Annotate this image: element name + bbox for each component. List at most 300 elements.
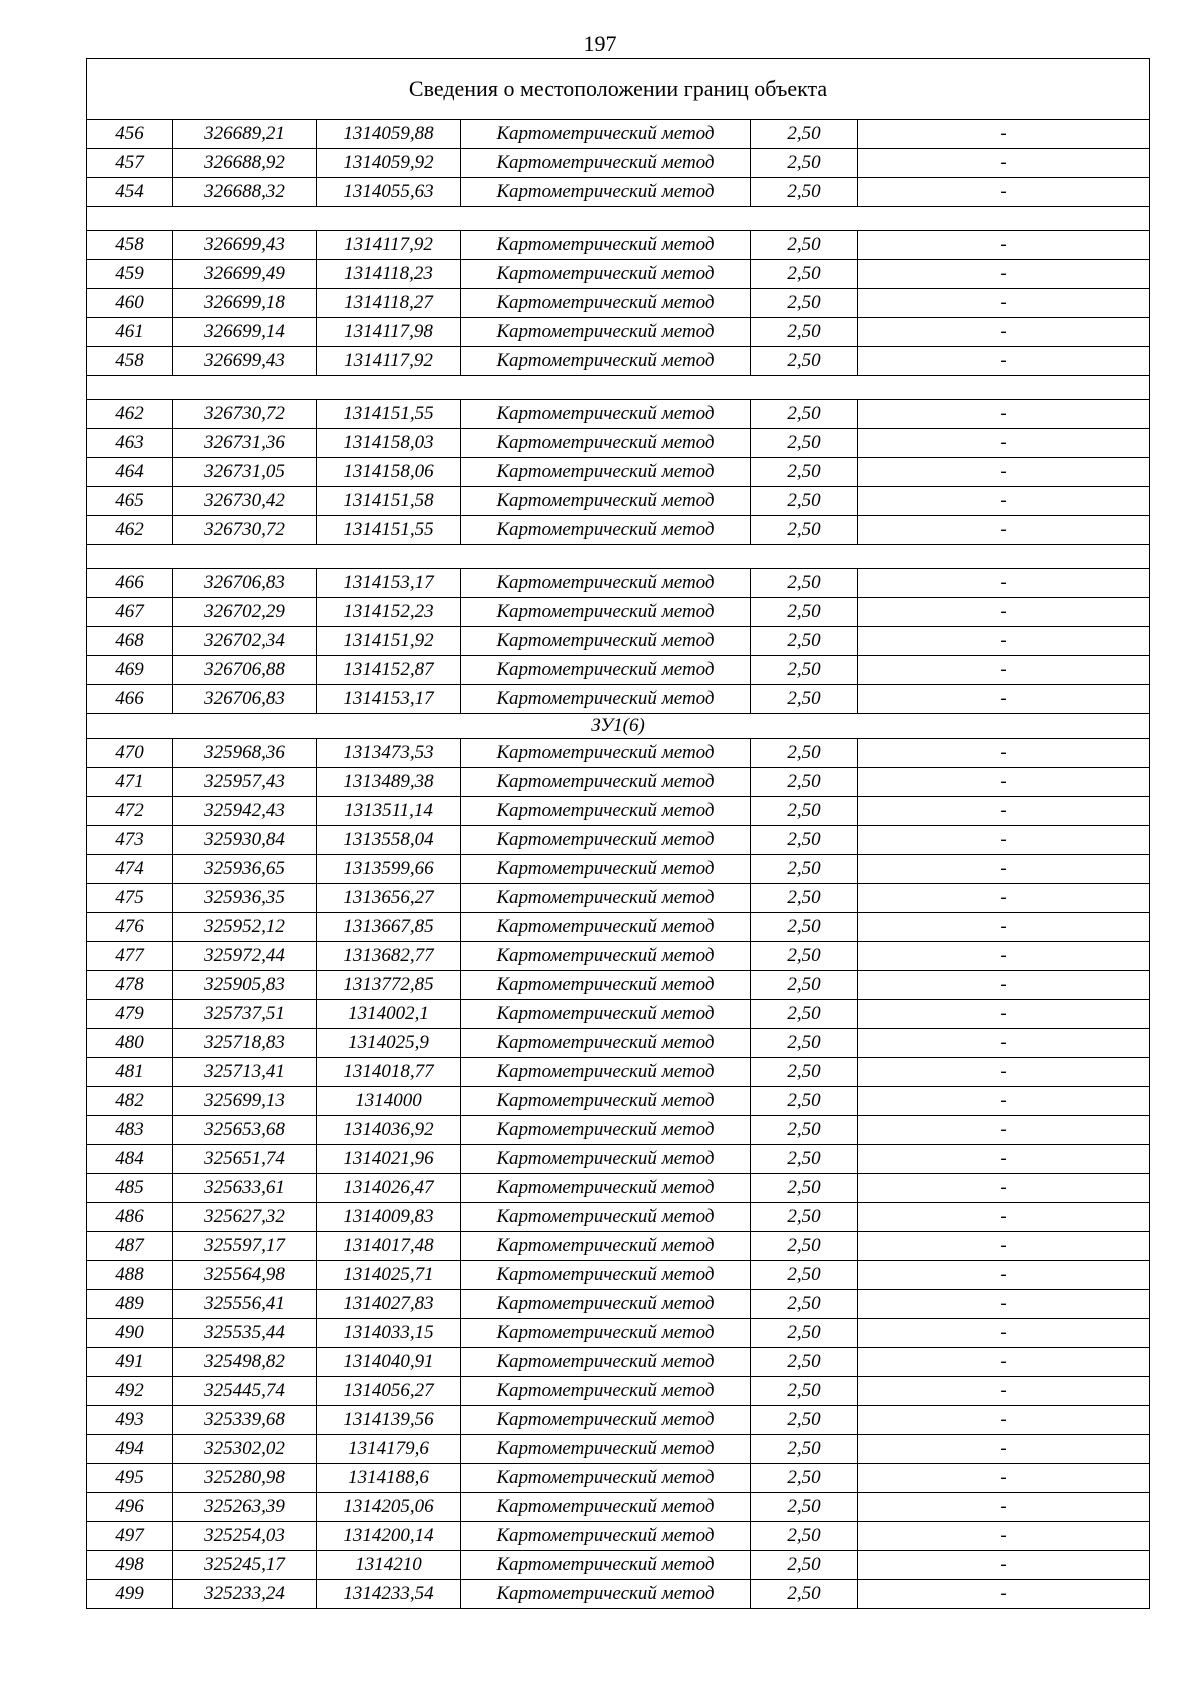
table-row xyxy=(87,149,1150,178)
cell-accuracy: 2,50 xyxy=(751,913,858,942)
cell-coordinate-x: 326706,83 xyxy=(173,569,317,598)
cell-coordinate-x: 325968,36 xyxy=(173,739,317,768)
cell-coordinate-y: 1314153,17 xyxy=(317,569,461,598)
cell-coordinate-x: 326699,43 xyxy=(173,347,317,376)
cell-coordinate-y: 1313772,85 xyxy=(317,971,461,1000)
cell-description: - xyxy=(858,1522,1150,1551)
separator-cell xyxy=(87,207,1150,231)
page-number: 197 xyxy=(583,31,617,56)
cell-point-number: 486 xyxy=(87,1203,173,1232)
cell-accuracy: 2,50 xyxy=(751,797,858,826)
cell-method: Картометрический метод xyxy=(461,1290,751,1319)
cell-description: - xyxy=(858,1406,1150,1435)
cell-accuracy: 2,50 xyxy=(751,1290,858,1319)
boundary-coordinates-table xyxy=(86,58,1150,1609)
table-row xyxy=(87,627,1150,656)
cell-coordinate-y: 1313473,53 xyxy=(317,739,461,768)
cell-description: - xyxy=(858,1435,1150,1464)
table-row xyxy=(87,1348,1150,1377)
table-row xyxy=(87,1116,1150,1145)
cell-method: Картометрический метод xyxy=(461,1319,751,1348)
cell-description: - xyxy=(858,1290,1150,1319)
cell-point-number: 470 xyxy=(87,739,173,768)
cell-coordinate-x: 325930,84 xyxy=(173,826,317,855)
cell-accuracy: 2,50 xyxy=(751,318,858,347)
cell-point-number: 460 xyxy=(87,289,173,318)
cell-method: Картометрический метод xyxy=(461,971,751,1000)
cell-description: - xyxy=(858,971,1150,1000)
table-row xyxy=(87,797,1150,826)
cell-coordinate-x: 325245,17 xyxy=(173,1551,317,1580)
cell-coordinate-x: 325957,43 xyxy=(173,768,317,797)
table-row xyxy=(87,347,1150,376)
cell-accuracy: 2,50 xyxy=(751,1377,858,1406)
cell-coordinate-y: 1314139,56 xyxy=(317,1406,461,1435)
cell-method: Картометрический метод xyxy=(461,1406,751,1435)
cell-description: - xyxy=(858,318,1150,347)
cell-description: - xyxy=(858,768,1150,797)
cell-accuracy: 2,50 xyxy=(751,1000,858,1029)
cell-method: Картометрический метод xyxy=(461,685,751,714)
table-row xyxy=(87,1377,1150,1406)
cell-coordinate-y: 1313489,38 xyxy=(317,768,461,797)
cell-point-number: 465 xyxy=(87,487,173,516)
cell-method: Картометрический метод xyxy=(461,768,751,797)
cell-coordinate-x: 325699,13 xyxy=(173,1087,317,1116)
cell-description: - xyxy=(858,487,1150,516)
cell-description: - xyxy=(858,120,1150,149)
cell-coordinate-x: 325535,44 xyxy=(173,1319,317,1348)
cell-coordinate-y: 1314002,1 xyxy=(317,1000,461,1029)
cell-point-number: 462 xyxy=(87,400,173,429)
cell-coordinate-y: 1314033,15 xyxy=(317,1319,461,1348)
cell-description: - xyxy=(858,400,1150,429)
table-row xyxy=(87,1464,1150,1493)
cell-coordinate-y: 1314117,92 xyxy=(317,347,461,376)
cell-method: Картометрический метод xyxy=(461,516,751,545)
cell-coordinate-x: 326730,42 xyxy=(173,487,317,516)
cell-point-number: 491 xyxy=(87,1348,173,1377)
cell-method: Картометрический метод xyxy=(461,598,751,627)
cell-coordinate-y: 1314188,6 xyxy=(317,1464,461,1493)
cell-point-number: 485 xyxy=(87,1174,173,1203)
separator-cell xyxy=(87,376,1150,400)
cell-coordinate-x: 325952,12 xyxy=(173,913,317,942)
table-row xyxy=(87,1580,1150,1609)
cell-coordinate-x: 326688,92 xyxy=(173,149,317,178)
table-title: Сведения о местоположении границ объекта xyxy=(87,59,1150,120)
cell-accuracy: 2,50 xyxy=(751,516,858,545)
cell-point-number: 457 xyxy=(87,149,173,178)
table-row xyxy=(87,971,1150,1000)
cell-method: Картометрический метод xyxy=(461,260,751,289)
table-row xyxy=(87,1232,1150,1261)
cell-coordinate-y: 1314026,47 xyxy=(317,1174,461,1203)
cell-coordinate-y: 1314021,96 xyxy=(317,1145,461,1174)
cell-method: Картометрический метод xyxy=(461,1058,751,1087)
cell-method: Картометрический метод xyxy=(461,1522,751,1551)
cell-accuracy: 2,50 xyxy=(751,1319,858,1348)
table-row xyxy=(87,685,1150,714)
cell-accuracy: 2,50 xyxy=(751,569,858,598)
cell-method: Картометрический метод xyxy=(461,1029,751,1058)
table-row xyxy=(87,942,1150,971)
cell-point-number: 492 xyxy=(87,1377,173,1406)
cell-coordinate-x: 325263,39 xyxy=(173,1493,317,1522)
cell-point-number: 498 xyxy=(87,1551,173,1580)
table-row xyxy=(87,855,1150,884)
cell-method: Картометрический метод xyxy=(461,656,751,685)
cell-accuracy: 2,50 xyxy=(751,260,858,289)
table-row xyxy=(87,1203,1150,1232)
cell-point-number: 454 xyxy=(87,178,173,207)
cell-coordinate-y: 1314036,92 xyxy=(317,1116,461,1145)
cell-coordinate-y: 1314152,87 xyxy=(317,656,461,685)
cell-point-number: 473 xyxy=(87,826,173,855)
cell-description: - xyxy=(858,1319,1150,1348)
table-row xyxy=(87,178,1150,207)
cell-coordinate-y: 1314018,77 xyxy=(317,1058,461,1087)
cell-coordinate-x: 325936,35 xyxy=(173,884,317,913)
cell-accuracy: 2,50 xyxy=(751,1435,858,1464)
cell-accuracy: 2,50 xyxy=(751,1464,858,1493)
cell-point-number: 474 xyxy=(87,855,173,884)
cell-description: - xyxy=(858,598,1150,627)
cell-description: - xyxy=(858,826,1150,855)
cell-accuracy: 2,50 xyxy=(751,942,858,971)
cell-coordinate-y: 1314025,71 xyxy=(317,1261,461,1290)
cell-description: - xyxy=(858,1232,1150,1261)
cell-method: Картометрический метод xyxy=(461,1464,751,1493)
table-row xyxy=(87,884,1150,913)
cell-method: Картометрический метод xyxy=(461,1580,751,1609)
cell-coordinate-y: 1313667,85 xyxy=(317,913,461,942)
cell-point-number: 497 xyxy=(87,1522,173,1551)
cell-accuracy: 2,50 xyxy=(751,458,858,487)
cell-description: - xyxy=(858,149,1150,178)
cell-coordinate-x: 325445,74 xyxy=(173,1377,317,1406)
table-row xyxy=(87,826,1150,855)
table-row xyxy=(87,1000,1150,1029)
cell-description: - xyxy=(858,797,1150,826)
cell-accuracy: 2,50 xyxy=(751,1580,858,1609)
cell-method: Картометрический метод xyxy=(461,1377,751,1406)
cell-coordinate-x: 325254,03 xyxy=(173,1522,317,1551)
section-label: ЗУ1(6) xyxy=(87,714,1150,739)
cell-point-number: 487 xyxy=(87,1232,173,1261)
cell-coordinate-x: 326706,88 xyxy=(173,656,317,685)
table-row xyxy=(87,1551,1150,1580)
table-row xyxy=(87,289,1150,318)
cell-description: - xyxy=(858,1261,1150,1290)
cell-description: - xyxy=(858,1000,1150,1029)
cell-coordinate-x: 325556,41 xyxy=(173,1290,317,1319)
cell-coordinate-y: 1314017,48 xyxy=(317,1232,461,1261)
cell-accuracy: 2,50 xyxy=(751,1261,858,1290)
cell-method: Картометрический метод xyxy=(461,1232,751,1261)
cell-coordinate-y: 1314205,06 xyxy=(317,1493,461,1522)
cell-coordinate-y: 1313656,27 xyxy=(317,884,461,913)
table-row xyxy=(87,1174,1150,1203)
cell-point-number: 484 xyxy=(87,1145,173,1174)
cell-method: Картометрический метод xyxy=(461,347,751,376)
cell-description: - xyxy=(858,178,1150,207)
cell-point-number: 488 xyxy=(87,1261,173,1290)
table-row xyxy=(87,1435,1150,1464)
cell-coordinate-y: 1314056,27 xyxy=(317,1377,461,1406)
cell-accuracy: 2,50 xyxy=(751,1058,858,1087)
cell-coordinate-x: 325713,41 xyxy=(173,1058,317,1087)
cell-accuracy: 2,50 xyxy=(751,1087,858,1116)
cell-description: - xyxy=(858,739,1150,768)
cell-description: - xyxy=(858,1087,1150,1116)
cell-description: - xyxy=(858,1348,1150,1377)
cell-description: - xyxy=(858,260,1150,289)
cell-coordinate-y: 1314025,9 xyxy=(317,1029,461,1058)
cell-point-number: 476 xyxy=(87,913,173,942)
cell-method: Картометрический метод xyxy=(461,884,751,913)
cell-method: Картометрический метод xyxy=(461,1145,751,1174)
cell-method: Картометрический метод xyxy=(461,1348,751,1377)
cell-coordinate-x: 326731,05 xyxy=(173,458,317,487)
cell-coordinate-y: 1313558,04 xyxy=(317,826,461,855)
cell-coordinate-x: 325302,02 xyxy=(173,1435,317,1464)
separator-row xyxy=(87,376,1150,400)
cell-point-number: 496 xyxy=(87,1493,173,1522)
cell-accuracy: 2,50 xyxy=(751,971,858,1000)
table-row xyxy=(87,1493,1150,1522)
cell-point-number: 463 xyxy=(87,429,173,458)
cell-coordinate-y: 1314210 xyxy=(317,1551,461,1580)
cell-coordinate-x: 325633,61 xyxy=(173,1174,317,1203)
table-row xyxy=(87,318,1150,347)
cell-point-number: 482 xyxy=(87,1087,173,1116)
cell-accuracy: 2,50 xyxy=(751,120,858,149)
cell-accuracy: 2,50 xyxy=(751,149,858,178)
cell-point-number: 461 xyxy=(87,318,173,347)
cell-point-number: 466 xyxy=(87,569,173,598)
cell-accuracy: 2,50 xyxy=(751,598,858,627)
separator-cell xyxy=(87,545,1150,569)
cell-method: Картометрический метод xyxy=(461,231,751,260)
cell-coordinate-y: 1314117,92 xyxy=(317,231,461,260)
cell-accuracy: 2,50 xyxy=(751,1145,858,1174)
cell-method: Картометрический метод xyxy=(461,429,751,458)
cell-coordinate-x: 325905,83 xyxy=(173,971,317,1000)
cell-accuracy: 2,50 xyxy=(751,739,858,768)
table-row xyxy=(87,768,1150,797)
cell-description: - xyxy=(858,347,1150,376)
cell-point-number: 459 xyxy=(87,260,173,289)
cell-accuracy: 2,50 xyxy=(751,178,858,207)
cell-description: - xyxy=(858,289,1150,318)
cell-method: Картометрический метод xyxy=(461,1493,751,1522)
cell-accuracy: 2,50 xyxy=(751,1203,858,1232)
cell-method: Картометрический метод xyxy=(461,1203,751,1232)
cell-accuracy: 2,50 xyxy=(751,1174,858,1203)
table-title-row xyxy=(87,59,1150,120)
cell-coordinate-y: 1314118,23 xyxy=(317,260,461,289)
cell-description: - xyxy=(858,656,1150,685)
cell-point-number: 466 xyxy=(87,685,173,714)
cell-method: Картометрический метод xyxy=(461,1261,751,1290)
cell-method: Картометрический метод xyxy=(461,149,751,178)
cell-point-number: 475 xyxy=(87,884,173,913)
cell-method: Картометрический метод xyxy=(461,1000,751,1029)
cell-coordinate-x: 325651,74 xyxy=(173,1145,317,1174)
table-row xyxy=(87,487,1150,516)
cell-accuracy: 2,50 xyxy=(751,1551,858,1580)
cell-accuracy: 2,50 xyxy=(751,855,858,884)
cell-point-number: 493 xyxy=(87,1406,173,1435)
cell-coordinate-x: 326702,29 xyxy=(173,598,317,627)
cell-accuracy: 2,50 xyxy=(751,685,858,714)
cell-coordinate-x: 326699,49 xyxy=(173,260,317,289)
cell-coordinate-y: 1314152,23 xyxy=(317,598,461,627)
cell-method: Картометрический метод xyxy=(461,1087,751,1116)
cell-method: Картометрический метод xyxy=(461,942,751,971)
cell-accuracy: 2,50 xyxy=(751,289,858,318)
cell-coordinate-x: 326699,18 xyxy=(173,289,317,318)
cell-description: - xyxy=(858,1145,1150,1174)
table-row xyxy=(87,1145,1150,1174)
table-body xyxy=(87,59,1150,1609)
cell-method: Картометрический метод xyxy=(461,487,751,516)
cell-accuracy: 2,50 xyxy=(751,1348,858,1377)
cell-description: - xyxy=(858,1116,1150,1145)
cell-coordinate-x: 325627,32 xyxy=(173,1203,317,1232)
cell-coordinate-x: 326706,83 xyxy=(173,685,317,714)
cell-coordinate-x: 325718,83 xyxy=(173,1029,317,1058)
cell-description: - xyxy=(858,458,1150,487)
cell-coordinate-y: 1313682,77 xyxy=(317,942,461,971)
cell-method: Картометрический метод xyxy=(461,318,751,347)
table-row xyxy=(87,429,1150,458)
cell-method: Картометрический метод xyxy=(461,826,751,855)
cell-description: - xyxy=(858,1377,1150,1406)
cell-accuracy: 2,50 xyxy=(751,1029,858,1058)
table-row xyxy=(87,1261,1150,1290)
cell-method: Картометрический метод xyxy=(461,1174,751,1203)
cell-coordinate-y: 1314151,92 xyxy=(317,627,461,656)
cell-coordinate-y: 1314200,14 xyxy=(317,1522,461,1551)
cell-accuracy: 2,50 xyxy=(751,400,858,429)
cell-coordinate-y: 1314151,55 xyxy=(317,400,461,429)
cell-coordinate-y: 1313511,14 xyxy=(317,797,461,826)
cell-coordinate-x: 326689,21 xyxy=(173,120,317,149)
cell-description: - xyxy=(858,855,1150,884)
cell-coordinate-y: 1314158,03 xyxy=(317,429,461,458)
cell-method: Картометрический метод xyxy=(461,569,751,598)
cell-accuracy: 2,50 xyxy=(751,1522,858,1551)
table-row xyxy=(87,1029,1150,1058)
cell-accuracy: 2,50 xyxy=(751,768,858,797)
cell-accuracy: 2,50 xyxy=(751,826,858,855)
cell-description: - xyxy=(858,942,1150,971)
cell-coordinate-x: 326702,34 xyxy=(173,627,317,656)
cell-coordinate-y: 1314117,98 xyxy=(317,318,461,347)
cell-method: Картометрический метод xyxy=(461,1435,751,1464)
cell-method: Картометрический метод xyxy=(461,627,751,656)
cell-method: Картометрический метод xyxy=(461,855,751,884)
table-row xyxy=(87,1406,1150,1435)
cell-coordinate-x: 326699,14 xyxy=(173,318,317,347)
cell-point-number: 477 xyxy=(87,942,173,971)
cell-point-number: 478 xyxy=(87,971,173,1000)
cell-point-number: 495 xyxy=(87,1464,173,1493)
separator-row xyxy=(87,545,1150,569)
table-row xyxy=(87,231,1150,260)
cell-accuracy: 2,50 xyxy=(751,231,858,260)
cell-point-number: 458 xyxy=(87,231,173,260)
cell-coordinate-x: 325339,68 xyxy=(173,1406,317,1435)
table-row xyxy=(87,260,1150,289)
cell-accuracy: 2,50 xyxy=(751,347,858,376)
cell-coordinate-y: 1314009,83 xyxy=(317,1203,461,1232)
cell-point-number: 499 xyxy=(87,1580,173,1609)
cell-point-number: 480 xyxy=(87,1029,173,1058)
cell-method: Картометрический метод xyxy=(461,797,751,826)
table-row xyxy=(87,598,1150,627)
cell-coordinate-y: 1314151,55 xyxy=(317,516,461,545)
cell-method: Картометрический метод xyxy=(461,1551,751,1580)
cell-point-number: 494 xyxy=(87,1435,173,1464)
table-row xyxy=(87,913,1150,942)
cell-coordinate-x: 326731,36 xyxy=(173,429,317,458)
cell-coordinate-x: 325597,17 xyxy=(173,1232,317,1261)
cell-method: Картометрический метод xyxy=(461,178,751,207)
cell-coordinate-y: 1314059,88 xyxy=(317,120,461,149)
cell-description: - xyxy=(858,569,1150,598)
cell-coordinate-x: 326730,72 xyxy=(173,516,317,545)
cell-coordinate-x: 325942,43 xyxy=(173,797,317,826)
cell-description: - xyxy=(858,627,1150,656)
cell-method: Картометрический метод xyxy=(461,1116,751,1145)
cell-description: - xyxy=(858,685,1150,714)
cell-coordinate-y: 1313599,66 xyxy=(317,855,461,884)
table-row xyxy=(87,656,1150,685)
cell-coordinate-y: 1314151,58 xyxy=(317,487,461,516)
table-row xyxy=(87,458,1150,487)
cell-point-number: 464 xyxy=(87,458,173,487)
cell-point-number: 462 xyxy=(87,516,173,545)
cell-description: - xyxy=(858,884,1150,913)
cell-coordinate-y: 1314233,54 xyxy=(317,1580,461,1609)
cell-description: - xyxy=(858,913,1150,942)
cell-point-number: 483 xyxy=(87,1116,173,1145)
cell-point-number: 456 xyxy=(87,120,173,149)
cell-coordinate-y: 1314000 xyxy=(317,1087,461,1116)
cell-point-number: 458 xyxy=(87,347,173,376)
cell-method: Картометрический метод xyxy=(461,458,751,487)
cell-point-number: 469 xyxy=(87,656,173,685)
cell-coordinate-y: 1314027,83 xyxy=(317,1290,461,1319)
table-row xyxy=(87,569,1150,598)
cell-accuracy: 2,50 xyxy=(751,1406,858,1435)
cell-method: Картометрический метод xyxy=(461,289,751,318)
cell-coordinate-y: 1314118,27 xyxy=(317,289,461,318)
cell-coordinate-x: 325653,68 xyxy=(173,1116,317,1145)
cell-coordinate-y: 1314059,92 xyxy=(317,149,461,178)
cell-coordinate-x: 326688,32 xyxy=(173,178,317,207)
cell-accuracy: 2,50 xyxy=(751,1232,858,1261)
cell-description: - xyxy=(858,516,1150,545)
cell-accuracy: 2,50 xyxy=(751,884,858,913)
table-row xyxy=(87,1087,1150,1116)
cell-method: Картометрический метод xyxy=(461,120,751,149)
table-row xyxy=(87,1290,1150,1319)
cell-coordinate-x: 326699,43 xyxy=(173,231,317,260)
